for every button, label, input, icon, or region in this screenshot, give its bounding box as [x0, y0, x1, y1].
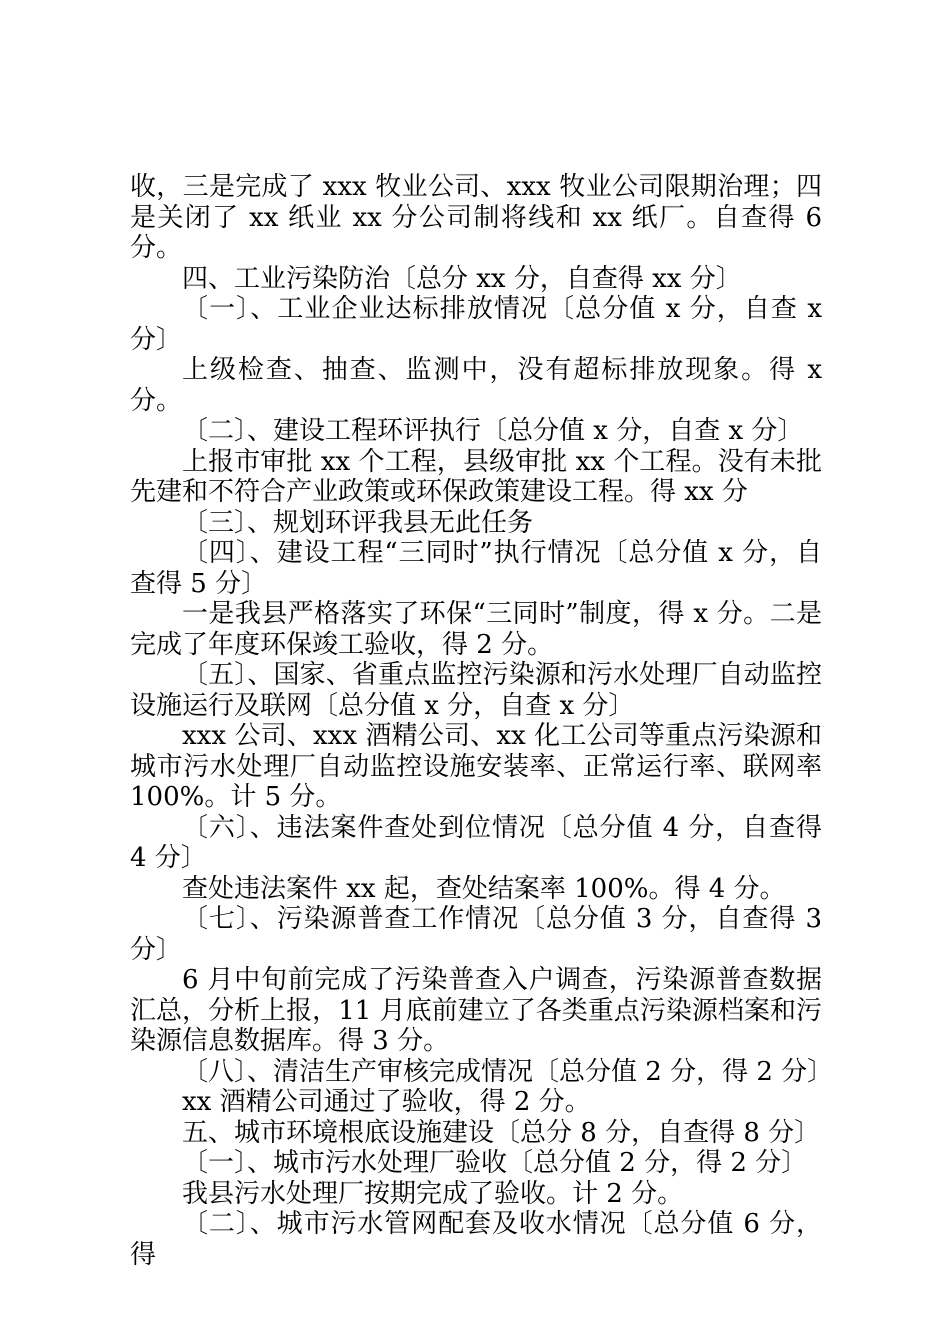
paragraph: 查处违法案件 xx 起，查处结案率 100%。得 4 分。 [182, 873, 786, 904]
paragraph: 我县污水处理厂按期完成了验收。计 2 分。 [182, 1178, 684, 1209]
paragraph: xx 酒精公司通过了验收，得 2 分。 [182, 1087, 591, 1117]
subsection-heading: 〔八〕、清洁生产审核完成情况〔总分值 2 分，得 2 分〕 [182, 1056, 834, 1087]
subsection-heading: 〔二〕、城市污水管网配套及收水情况〔总分值 6 分，得 [130, 1209, 822, 1270]
section-heading: 四、工业污染防治〔总分 xx 分，自查得 xx 分〕 [182, 263, 742, 294]
paragraph: xxx 公司、xxx 酒精公司、xx 化工公司等重点污染源和城市污水处理厂自动监控设施安装率、正常运行率、联网率 100%。计 5 分。 [130, 721, 822, 812]
paragraph: 6 月中旬前完成了污染普查入户调查，污染源普查数据汇总，分析上报，11 月底前建立了各类重点污染源档案和污染源信息数据库。得 3 分。 [130, 965, 822, 1056]
subsection-heading: 〔七〕、污染源普查工作情况〔总分值 3 分，自查得 3 分〕 [130, 904, 822, 965]
paragraph: 上级检查、抽查、监测中，没有超标排放现象。得 x 分。 [130, 355, 822, 416]
subsection-heading: 〔六〕、违法案件查处到位情况〔总分值 4 分，自查得 4 分〕 [130, 812, 822, 873]
paragraph: 收，三是完成了 xxx 牧业公司、xxx 牧业公司限期治理；四是关闭了 xx 纸业 xx 分公司制将线和 xx 纸厂。自查得 6 分。 [130, 172, 822, 263]
subsection-heading: 〔四〕、建设工程“三同时”执行情况〔总分值 x 分，自查得 5 分〕 [130, 538, 822, 599]
subsection-heading: 〔五〕、国家、省重点监控污染源和污水处理厂自动监控设施运行及联网〔总分值 x 分，自查 x 分〕 [130, 660, 822, 721]
subsection-heading: 〔一〕、城市污水处理厂验收〔总分值 2 分，得 2 分〕 [182, 1148, 808, 1178]
subsection-heading: 〔三〕、规划环评我县无此任务 [182, 507, 534, 538]
section-heading: 五、城市环境根底设施建设〔总分 8 分，自查得 8 分〕 [182, 1117, 821, 1148]
subsection-heading: 〔二〕、建设工程环评执行〔总分值 x 分，自查 x 分〕 [182, 416, 804, 446]
document-page [130, 172, 834, 1270]
paragraph: 一是我县严格落实了环保“三同时”制度，得 x 分。二是完成了年度环保竣工验收，得 2 分。 [130, 599, 822, 660]
paragraph: 上报市审批 xx 个工程，县级审批 xx 个工程。没有未批先建和不符合产业政策或环保政策建设工程。得 xx 分 [130, 446, 822, 507]
subsection-heading: 〔一〕、工业企业达标排放情况〔总分值 x 分，自查 x 分〕 [130, 294, 822, 355]
